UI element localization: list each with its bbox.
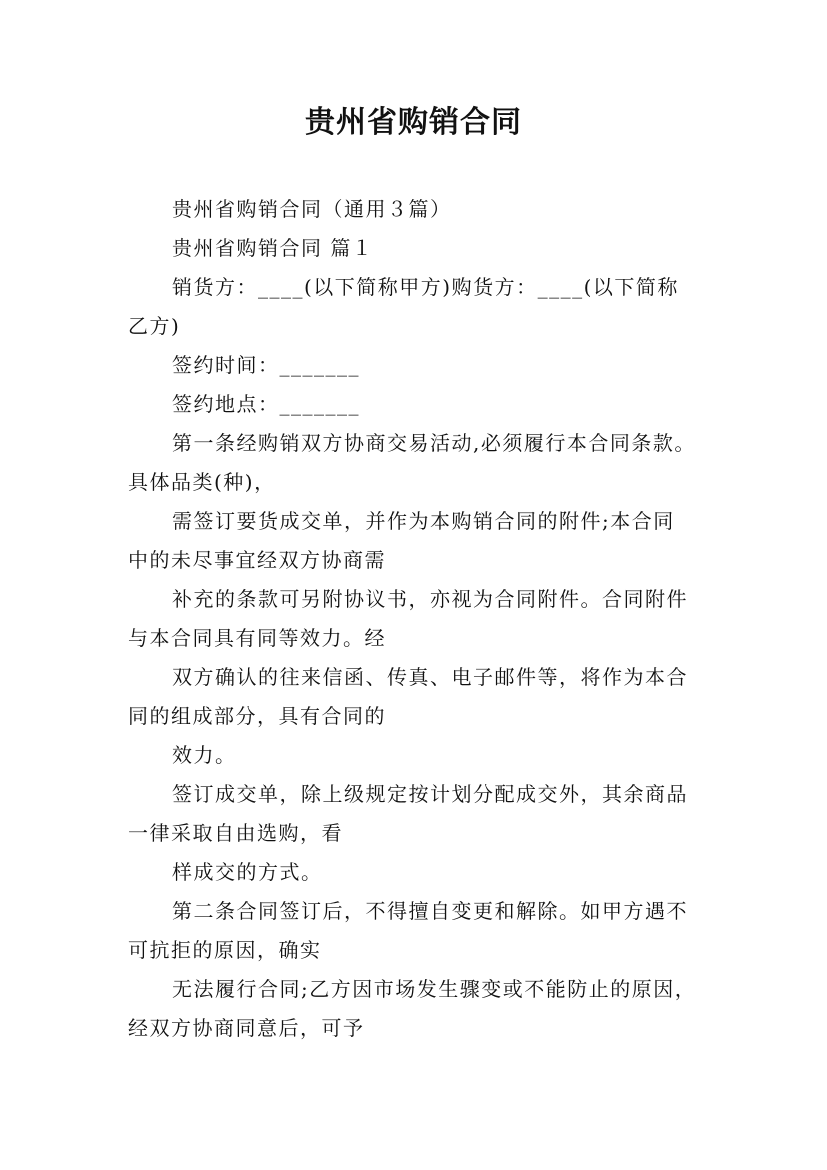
body-line: 贵州省购销合同（通用３篇）: [172, 197, 452, 221]
body-line: 具体品类(种)，: [128, 470, 276, 494]
body-line: 签订成交单，除上级规定按计划分配成交外，其余商品: [172, 782, 688, 806]
body-line: 乙方): [128, 314, 181, 338]
body-line: 第二条合同签订后，不得擅自变更和解除。如甲方遇不: [172, 899, 688, 923]
body-line: 可抗拒的原因，确实: [128, 938, 322, 962]
body-line: 贵州省购销合同 篇１: [172, 236, 374, 260]
body-line: 第一条经购销双方协商交易活动,必须履行本合同条款。: [172, 431, 696, 455]
body-line: 销货方：____(以下简称甲方)购货方：____(以下简称: [172, 275, 679, 299]
body-line: 样成交的方式。: [172, 860, 323, 884]
body-line: 需签订要货成交单，并作为本购销合同的附件;本合同: [172, 509, 675, 533]
body-line: 补充的条款可另附协议书，亦视为合同附件。合同附件: [172, 587, 688, 611]
body-line: 签约时间：_______: [172, 353, 360, 377]
body-line: 双方确认的往来信函、传真、电子邮件等，将作为本合: [172, 665, 688, 689]
body-line: 同的组成部分，具有合同的: [128, 704, 386, 728]
body-line: 中的未尽事宜经双方协商需: [128, 548, 386, 572]
document-body: [128, 190, 708, 1048]
document-title: 贵州省购销合同: [305, 105, 522, 140]
body-line: 与本合同具有同等效力。经: [128, 626, 386, 650]
body-line: 一律采取自由选购，看: [128, 821, 343, 845]
body-line: 效力。: [172, 743, 237, 767]
body-line: 签约地点：_______: [172, 392, 360, 416]
body-line: 经双方协商同意后，可予: [128, 1016, 365, 1040]
body-line: 无法履行合同;乙方因市场发生骤变或不能防止的原因，: [172, 977, 697, 1001]
